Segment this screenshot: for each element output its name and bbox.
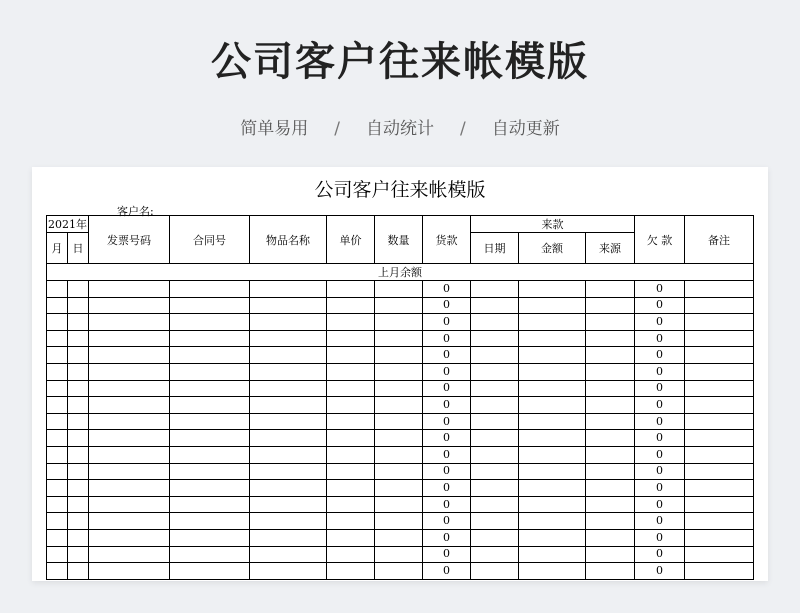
invoice-no-header: 发票号码 xyxy=(89,216,170,264)
table-row xyxy=(47,446,754,463)
table-cell[interactable] xyxy=(250,563,327,580)
goods-amount-cell[interactable]: 0 xyxy=(423,513,471,530)
table-cell[interactable] xyxy=(471,430,519,447)
table-cell[interactable] xyxy=(685,397,754,414)
table-cell[interactable] xyxy=(170,363,250,380)
table-row xyxy=(47,463,754,480)
table-cell[interactable] xyxy=(685,529,754,546)
owed-cell[interactable]: 0 xyxy=(635,463,685,480)
table-cell[interactable] xyxy=(375,330,423,347)
table-cell[interactable] xyxy=(586,413,635,430)
table-cell[interactable] xyxy=(327,380,375,397)
table-cell[interactable] xyxy=(375,281,423,298)
table-cell[interactable] xyxy=(47,529,68,546)
table-cell[interactable] xyxy=(327,330,375,347)
table-row xyxy=(47,347,754,364)
table-cell[interactable] xyxy=(586,397,635,414)
last-month-balance-label: 上月余额 xyxy=(47,264,754,281)
table-row xyxy=(47,363,754,380)
remark-header: 备注 xyxy=(685,216,754,264)
tag-separator: / xyxy=(334,119,340,139)
table-cell[interactable] xyxy=(685,513,754,530)
table-cell[interactable] xyxy=(89,380,170,397)
table-cell[interactable] xyxy=(471,463,519,480)
table-cell[interactable] xyxy=(375,446,423,463)
owed-cell[interactable]: 0 xyxy=(635,363,685,380)
table-cell[interactable] xyxy=(170,529,250,546)
table-cell[interactable] xyxy=(170,496,250,513)
table-cell[interactable] xyxy=(89,446,170,463)
table-cell[interactable] xyxy=(327,496,375,513)
table-cell[interactable] xyxy=(47,347,68,364)
tag-easy: 简单易用 xyxy=(240,119,309,139)
owed-cell[interactable]: 0 xyxy=(635,347,685,364)
table-cell[interactable] xyxy=(685,430,754,447)
table-cell[interactable] xyxy=(89,330,170,347)
table-cell[interactable] xyxy=(375,430,423,447)
table-cell[interactable] xyxy=(250,413,327,430)
table-cell[interactable] xyxy=(250,380,327,397)
owed-cell[interactable]: 0 xyxy=(635,446,685,463)
table-cell[interactable] xyxy=(250,463,327,480)
table-cell[interactable] xyxy=(327,314,375,331)
incoming-date-header: 日期 xyxy=(471,233,519,264)
table-cell[interactable] xyxy=(68,546,89,563)
tag-auto-stat: 自动统计 xyxy=(366,119,434,139)
goods-amount-cell[interactable]: 0 xyxy=(423,297,471,314)
table-cell[interactable] xyxy=(685,314,754,331)
table-cell[interactable] xyxy=(250,496,327,513)
table-row xyxy=(47,380,754,397)
table-cell[interactable] xyxy=(685,563,754,580)
table-cell[interactable] xyxy=(375,347,423,364)
year-header: 2021年 xyxy=(47,216,89,233)
owed-header: 欠 款 xyxy=(635,216,685,264)
table-cell[interactable] xyxy=(586,480,635,497)
table-cell[interactable] xyxy=(250,480,327,497)
table-cell[interactable] xyxy=(471,446,519,463)
table-cell[interactable] xyxy=(685,363,754,380)
table-cell[interactable] xyxy=(471,380,519,397)
owed-cell[interactable]: 0 xyxy=(635,546,685,563)
table-cell[interactable] xyxy=(519,363,586,380)
table-cell[interactable] xyxy=(519,297,586,314)
table-cell[interactable] xyxy=(586,347,635,364)
table-cell[interactable] xyxy=(685,463,754,480)
table-cell[interactable] xyxy=(471,347,519,364)
owed-cell[interactable]: 0 xyxy=(635,513,685,530)
table-cell[interactable] xyxy=(170,546,250,563)
table-cell[interactable] xyxy=(89,480,170,497)
table-cell[interactable] xyxy=(170,281,250,298)
unit-price-header: 单价 xyxy=(327,216,375,264)
incoming-amount-header: 金额 xyxy=(519,233,586,264)
table-cell[interactable] xyxy=(68,347,89,364)
table-cell[interactable] xyxy=(47,297,68,314)
table-cell[interactable] xyxy=(47,380,68,397)
table-cell[interactable] xyxy=(47,546,68,563)
table-cell[interactable] xyxy=(250,546,327,563)
table-cell[interactable] xyxy=(89,546,170,563)
goods-amount-cell[interactable]: 0 xyxy=(423,413,471,430)
table-cell[interactable] xyxy=(375,563,423,580)
table-cell[interactable] xyxy=(68,363,89,380)
table-row xyxy=(47,563,754,580)
table-row xyxy=(47,480,754,497)
contract-no-header: 合同号 xyxy=(170,216,250,264)
table-cell[interactable] xyxy=(586,463,635,480)
table-row xyxy=(47,297,754,314)
table-cell[interactable] xyxy=(519,430,586,447)
owed-cell[interactable]: 0 xyxy=(635,397,685,414)
table-cell[interactable] xyxy=(327,281,375,298)
table-cell[interactable] xyxy=(375,380,423,397)
goods-amount-cell[interactable]: 0 xyxy=(423,546,471,563)
table-cell[interactable] xyxy=(586,363,635,380)
table-cell[interactable] xyxy=(250,430,327,447)
table-cell[interactable] xyxy=(375,413,423,430)
table-cell[interactable] xyxy=(519,380,586,397)
table-cell[interactable] xyxy=(519,413,586,430)
table-cell[interactable] xyxy=(471,546,519,563)
table-cell[interactable] xyxy=(471,480,519,497)
table-cell[interactable] xyxy=(68,496,89,513)
table-cell[interactable] xyxy=(519,546,586,563)
table-cell[interactable] xyxy=(250,314,327,331)
table-cell[interactable] xyxy=(68,314,89,331)
table-cell[interactable] xyxy=(471,496,519,513)
table-cell[interactable] xyxy=(375,546,423,563)
goods-amount-cell[interactable]: 0 xyxy=(423,463,471,480)
table-cell[interactable] xyxy=(47,413,68,430)
owed-cell[interactable]: 0 xyxy=(635,529,685,546)
table-row xyxy=(47,281,754,298)
table-cell[interactable] xyxy=(471,413,519,430)
table-cell[interactable] xyxy=(47,513,68,530)
month-header: 月 xyxy=(47,233,68,264)
owed-cell[interactable]: 0 xyxy=(635,297,685,314)
table-cell[interactable] xyxy=(68,413,89,430)
table-cell[interactable] xyxy=(586,281,635,298)
owed-cell[interactable]: 0 xyxy=(635,563,685,580)
tag-auto-update: 自动更新 xyxy=(491,119,560,139)
table-row xyxy=(47,330,754,347)
table-cell[interactable] xyxy=(327,463,375,480)
table-cell[interactable] xyxy=(250,281,327,298)
table-row xyxy=(47,314,754,331)
table-row xyxy=(47,529,754,546)
table-cell[interactable] xyxy=(89,529,170,546)
table-cell[interactable] xyxy=(685,446,754,463)
table-cell[interactable] xyxy=(685,546,754,563)
table-cell[interactable] xyxy=(685,281,754,298)
table-cell[interactable] xyxy=(519,529,586,546)
table-cell[interactable] xyxy=(471,397,519,414)
table-cell[interactable] xyxy=(327,397,375,414)
table-cell[interactable] xyxy=(519,463,586,480)
table-cell[interactable] xyxy=(170,380,250,397)
goods-amount-header: 货款 xyxy=(423,216,471,264)
table-cell[interactable] xyxy=(471,513,519,530)
goods-amount-cell[interactable]: 0 xyxy=(423,480,471,497)
table-cell[interactable] xyxy=(375,297,423,314)
table-cell[interactable] xyxy=(170,513,250,530)
table-cell[interactable] xyxy=(375,397,423,414)
owed-cell[interactable]: 0 xyxy=(635,413,685,430)
table-cell[interactable] xyxy=(327,546,375,563)
table-cell[interactable] xyxy=(586,513,635,530)
table-cell[interactable] xyxy=(375,314,423,331)
table-cell[interactable] xyxy=(47,430,68,447)
table-cell[interactable] xyxy=(519,496,586,513)
table-row xyxy=(47,413,754,430)
table-row xyxy=(47,546,754,563)
table-cell[interactable] xyxy=(519,314,586,331)
table-cell[interactable] xyxy=(471,563,519,580)
table-cell[interactable] xyxy=(68,397,89,414)
table-cell[interactable] xyxy=(685,297,754,314)
table-cell[interactable] xyxy=(170,297,250,314)
sheet-title: 公司客户往来帐模版 xyxy=(314,179,486,201)
goods-amount-cell[interactable]: 0 xyxy=(423,330,471,347)
table-cell[interactable] xyxy=(170,430,250,447)
table-cell[interactable] xyxy=(89,496,170,513)
goods-amount-cell[interactable]: 0 xyxy=(423,430,471,447)
table-cell[interactable] xyxy=(68,463,89,480)
table-cell[interactable] xyxy=(375,363,423,380)
table-cell[interactable] xyxy=(89,314,170,331)
goods-amount-cell[interactable]: 0 xyxy=(423,563,471,580)
table-cell[interactable] xyxy=(327,413,375,430)
owed-cell[interactable]: 0 xyxy=(635,314,685,331)
table-cell[interactable] xyxy=(250,297,327,314)
table-cell[interactable] xyxy=(471,330,519,347)
table-cell[interactable] xyxy=(170,397,250,414)
table-cell[interactable] xyxy=(519,330,586,347)
owed-cell[interactable]: 0 xyxy=(635,281,685,298)
table-cell[interactable] xyxy=(47,363,68,380)
item-name-header: 物品名称 xyxy=(250,216,327,264)
table-cell[interactable] xyxy=(47,563,68,580)
table-cell[interactable] xyxy=(89,363,170,380)
table-cell[interactable] xyxy=(68,529,89,546)
table-cell[interactable] xyxy=(327,529,375,546)
table-cell[interactable] xyxy=(375,513,423,530)
table-cell[interactable] xyxy=(89,513,170,530)
table-cell[interactable] xyxy=(375,463,423,480)
table-cell[interactable] xyxy=(519,347,586,364)
table-row xyxy=(47,496,754,513)
table-cell[interactable] xyxy=(250,446,327,463)
table-cell[interactable] xyxy=(327,513,375,530)
goods-amount-cell[interactable]: 0 xyxy=(423,496,471,513)
table-cell[interactable] xyxy=(89,397,170,414)
goods-amount-cell[interactable]: 0 xyxy=(423,397,471,414)
header-row-1 xyxy=(47,216,754,233)
incoming-header: 来款 xyxy=(471,216,635,233)
table-cell[interactable] xyxy=(685,413,754,430)
table-cell[interactable] xyxy=(89,430,170,447)
tag-separator: / xyxy=(460,119,466,139)
table-cell[interactable] xyxy=(47,496,68,513)
table-cell[interactable] xyxy=(375,480,423,497)
table-cell[interactable] xyxy=(327,347,375,364)
table-cell[interactable] xyxy=(47,330,68,347)
table-cell[interactable] xyxy=(250,513,327,530)
table-cell[interactable] xyxy=(471,363,519,380)
table-cell[interactable] xyxy=(327,446,375,463)
spreadsheet-preview xyxy=(32,167,768,581)
table-cell[interactable] xyxy=(586,563,635,580)
customer-name-label: 客户名: xyxy=(117,205,154,218)
table-cell[interactable] xyxy=(375,496,423,513)
table-cell[interactable] xyxy=(519,513,586,530)
table-cell[interactable] xyxy=(68,380,89,397)
table-cell[interactable] xyxy=(471,281,519,298)
owed-cell[interactable]: 0 xyxy=(635,330,685,347)
table-cell[interactable] xyxy=(471,314,519,331)
owed-cell[interactable]: 0 xyxy=(635,480,685,497)
table-cell[interactable] xyxy=(586,314,635,331)
table-row xyxy=(47,397,754,414)
table-cell[interactable] xyxy=(250,347,327,364)
table-cell[interactable] xyxy=(89,413,170,430)
feature-tags xyxy=(0,114,800,139)
table-cell[interactable] xyxy=(586,297,635,314)
day-header: 日 xyxy=(68,233,89,264)
table-cell[interactable] xyxy=(68,297,89,314)
table-cell[interactable] xyxy=(68,430,89,447)
table-cell[interactable] xyxy=(685,330,754,347)
table-cell[interactable] xyxy=(685,347,754,364)
table-cell[interactable] xyxy=(47,397,68,414)
table-cell[interactable] xyxy=(68,330,89,347)
table-cell[interactable] xyxy=(170,314,250,331)
table-cell[interactable] xyxy=(250,397,327,414)
table-cell[interactable] xyxy=(327,363,375,380)
table-cell[interactable] xyxy=(586,430,635,447)
table-cell[interactable] xyxy=(327,480,375,497)
table-cell[interactable] xyxy=(250,363,327,380)
table-cell[interactable] xyxy=(68,563,89,580)
table-cell[interactable] xyxy=(519,397,586,414)
incoming-source-header: 来源 xyxy=(586,233,635,264)
table-cell[interactable] xyxy=(170,330,250,347)
table-cell[interactable] xyxy=(47,281,68,298)
table-cell[interactable] xyxy=(685,496,754,513)
table-cell[interactable] xyxy=(327,430,375,447)
table-cell[interactable] xyxy=(68,446,89,463)
table-cell[interactable] xyxy=(375,529,423,546)
goods-amount-cell[interactable]: 0 xyxy=(423,347,471,364)
quantity-header: 数量 xyxy=(375,216,423,264)
owed-cell[interactable]: 0 xyxy=(635,430,685,447)
table-cell[interactable] xyxy=(586,446,635,463)
table-cell[interactable] xyxy=(89,463,170,480)
table-cell[interactable] xyxy=(519,563,586,580)
balance-row xyxy=(47,264,754,281)
table-cell[interactable] xyxy=(471,297,519,314)
table-row xyxy=(47,430,754,447)
table-cell[interactable] xyxy=(586,546,635,563)
table-cell[interactable] xyxy=(89,347,170,364)
table-cell[interactable] xyxy=(68,513,89,530)
table-cell[interactable] xyxy=(89,563,170,580)
table-cell[interactable] xyxy=(170,413,250,430)
table-row xyxy=(47,513,754,530)
table-cell[interactable] xyxy=(471,529,519,546)
goods-amount-cell[interactable]: 0 xyxy=(423,363,471,380)
table-cell[interactable] xyxy=(170,446,250,463)
goods-amount-cell[interactable]: 0 xyxy=(423,380,471,397)
table-cell[interactable] xyxy=(89,281,170,298)
page-title: 公司客户往来帐模版 xyxy=(211,39,589,85)
table-cell[interactable] xyxy=(519,446,586,463)
ledger-table xyxy=(46,215,754,580)
table-cell[interactable] xyxy=(327,563,375,580)
table-cell[interactable] xyxy=(68,480,89,497)
table-cell[interactable] xyxy=(586,330,635,347)
table-cell[interactable] xyxy=(47,446,68,463)
table-cell[interactable] xyxy=(89,297,170,314)
table-cell[interactable] xyxy=(586,380,635,397)
goods-amount-cell[interactable]: 0 xyxy=(423,446,471,463)
table-cell[interactable] xyxy=(586,496,635,513)
goods-amount-cell[interactable]: 0 xyxy=(423,529,471,546)
table-cell[interactable] xyxy=(170,347,250,364)
table-cell[interactable] xyxy=(586,529,635,546)
table-cell[interactable] xyxy=(250,529,327,546)
owed-cell[interactable]: 0 xyxy=(635,380,685,397)
table-cell[interactable] xyxy=(519,281,586,298)
table-cell[interactable] xyxy=(250,330,327,347)
table-cell[interactable] xyxy=(327,297,375,314)
table-cell[interactable] xyxy=(47,480,68,497)
owed-cell[interactable]: 0 xyxy=(635,496,685,513)
table-cell[interactable] xyxy=(68,281,89,298)
goods-amount-cell[interactable]: 0 xyxy=(423,281,471,298)
table-cell[interactable] xyxy=(170,480,250,497)
table-cell[interactable] xyxy=(685,380,754,397)
goods-amount-cell[interactable]: 0 xyxy=(423,314,471,331)
table-cell[interactable] xyxy=(47,314,68,331)
table-cell[interactable] xyxy=(685,480,754,497)
table-cell[interactable] xyxy=(519,480,586,497)
table-cell[interactable] xyxy=(170,463,250,480)
table-cell[interactable] xyxy=(47,463,68,480)
table-cell[interactable] xyxy=(170,563,250,580)
